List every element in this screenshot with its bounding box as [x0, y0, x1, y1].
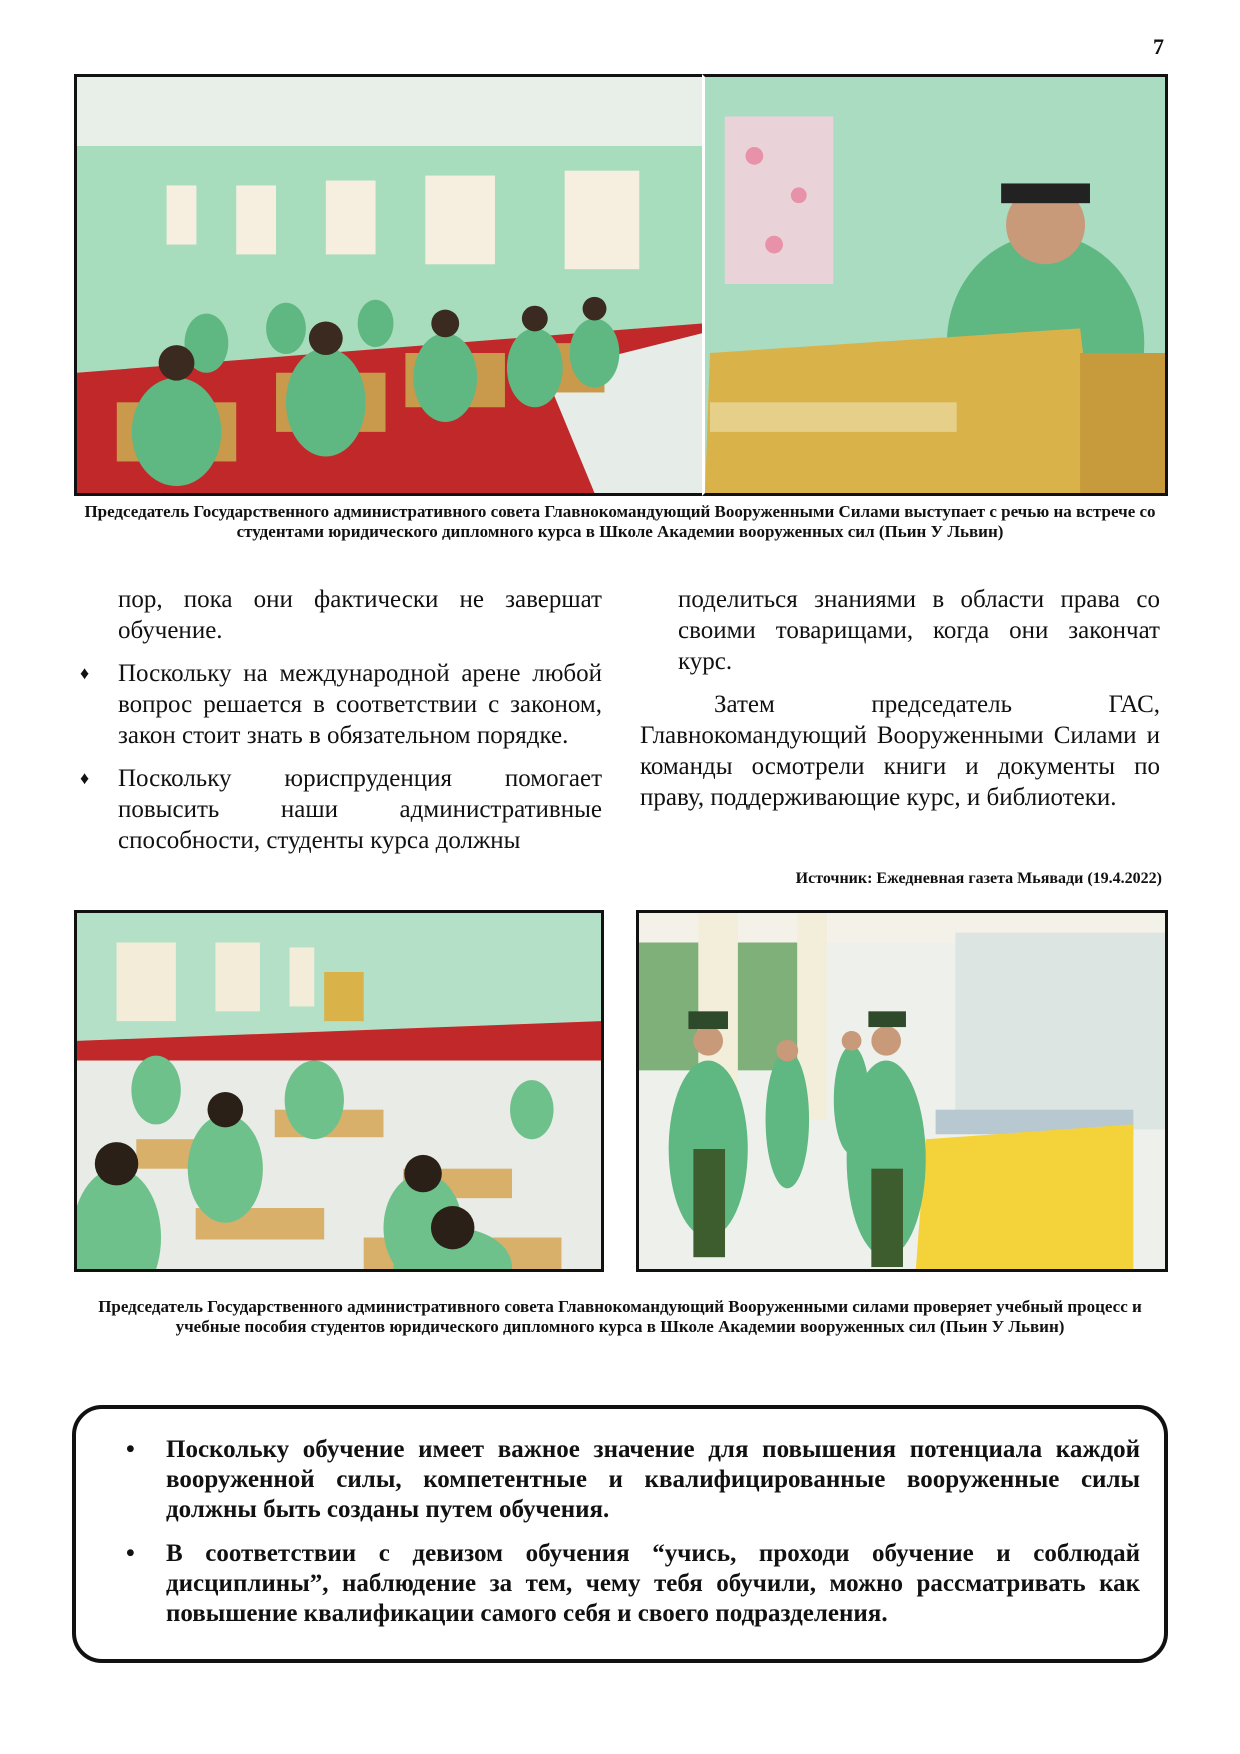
bullet-text: Поскольку юриспруденция помогает повысить наши административные способности, студенты курса должны: [118, 765, 602, 854]
key-point-item: [126, 1435, 1140, 1525]
right-column: [640, 584, 1160, 813]
diamond-bullet-icon: ♦: [80, 663, 90, 683]
caption-bottom: Председатель Государственного административного совета Главнокомандующий Вооруженными силами проверяет учебный процесс и учебные пособия студентов юридического дипломного курса в Школе Академии вооруженных сил (Пьин У Львин): [98, 1297, 1142, 1336]
caption-top: Председатель Государственного административного совета Главнокомандующий Вооруженными Силами выступает с речью на встрече со студентами юридического дипломного курса в Школе Академии вооруженных сил (Пьин У Львин): [84, 502, 1156, 541]
key-point-item: [126, 1539, 1140, 1629]
photo-inspection-materials: [636, 910, 1168, 1272]
key-point-text: В соответствии с девизом обучения “учись, проходи обучение и соблюдай дисциплины”, наблюдение за тем, чему тебя обучили, можно рассматривать как повышение квалификации самого себя и своего подразделения.: [166, 1540, 1140, 1627]
continuation-text: поделиться знаниями в области права со своими товарищами, когда они закончат курс.: [678, 586, 1160, 675]
continuation-text: пор, пока они фактически не завершат обучение.: [118, 586, 602, 644]
page-number: 7: [1153, 34, 1164, 59]
bullet-text: Поскольку на международной арене любой вопрос решается в соответствии с законом, закон стоит знать в обязательном порядке.: [118, 660, 602, 749]
source-credit: Источник: Ежедневная газета Мьявади (19.4.2022): [795, 870, 1162, 887]
bullet-item: [80, 658, 602, 751]
photo-classroom-students: [74, 74, 702, 496]
left-column: [80, 584, 602, 856]
photo-students-studying: [74, 910, 604, 1272]
bullet-dot-icon: •: [126, 1436, 135, 1463]
key-point-text: Поскольку обучение имеет важное значение для повышения потенциала каждой вооруженной силы, компетентные и квалифицированные вооруженные силы должны быть созданы путем обучения.: [166, 1436, 1140, 1523]
bullet-dot-icon: •: [126, 1540, 135, 1567]
paragraph-text: Затем председатель ГАС, Главнокомандующий Вооруженными Силами и команды осмотрели книги и документы по праву, поддерживающие курс, и библиотеки.: [640, 691, 1160, 811]
photo-speaker-lectern: [702, 74, 1168, 496]
diamond-bullet-icon: ♦: [80, 768, 90, 788]
bullet-item: [80, 763, 602, 856]
key-points-box: [72, 1405, 1168, 1663]
